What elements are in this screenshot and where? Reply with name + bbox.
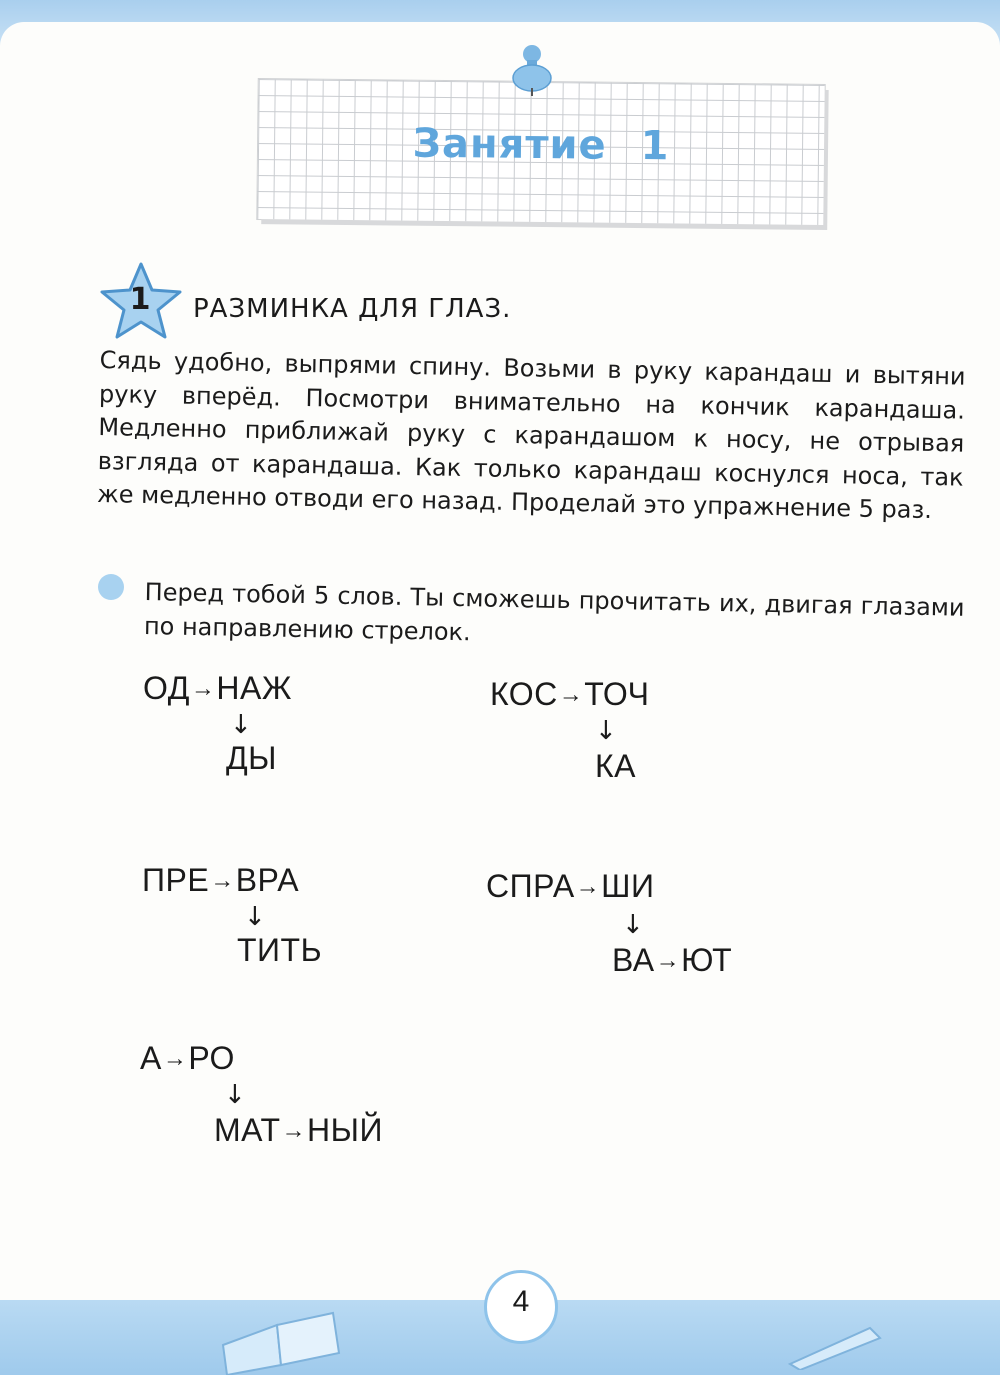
lesson-label: Занятие: [412, 120, 607, 169]
word-3-part-1: ПРЕ: [142, 862, 210, 898]
bullet-dot-icon: [98, 574, 124, 600]
word-1-part-3: ДЫ: [226, 740, 277, 776]
down-arrow-icon: ↓: [595, 716, 617, 746]
word-2-part-1: КОС: [490, 676, 558, 712]
word-4-part-1: СПРА: [486, 868, 575, 904]
right-arrow-icon: →: [558, 681, 584, 708]
word-5-line-1: [140, 1040, 235, 1077]
down-arrow-icon: ↓: [224, 1080, 246, 1110]
book-icon: [215, 1305, 345, 1375]
word-1-part-1: ОД: [143, 670, 190, 706]
down-arrow-icon: ↓: [230, 710, 252, 740]
pushpin-icon: [510, 44, 554, 96]
right-arrow-icon: →: [575, 873, 601, 900]
word-3-part-3: ТИТЬ: [237, 932, 323, 968]
right-arrow-icon: →: [162, 1045, 188, 1072]
exercise-heading: РАЗМИНКА ДЛЯ ГЛАЗ.: [193, 294, 512, 324]
word-3-line-1: [142, 862, 299, 899]
word-1-line-1: [143, 670, 292, 707]
word-4-line-2: [612, 942, 732, 979]
word-5-part-1: А: [140, 1040, 162, 1076]
word-4-part-4: ЮТ: [681, 942, 733, 978]
right-arrow-icon: →: [655, 947, 681, 974]
word-1-part-2: НАЖ: [216, 670, 292, 706]
word-2-line-1: [490, 676, 649, 713]
right-arrow-icon: →: [281, 1117, 307, 1144]
word-5-line-2: [214, 1112, 383, 1149]
pencil-icon: [780, 1320, 890, 1370]
lesson-title: [258, 119, 824, 171]
word-5-part-3: МАТ: [214, 1112, 281, 1148]
instruction-text: Перед тобой 5 слов. Ты сможешь прочитать их, двигая глазами по направлению стрелок.: [143, 577, 965, 647]
down-arrow-icon: ↓: [622, 910, 644, 940]
word-5-part-4: НЫЙ: [307, 1112, 383, 1148]
lesson-number: 1: [640, 123, 670, 170]
word-5-part-2: РО: [188, 1040, 235, 1076]
lesson-title-card: [257, 79, 824, 225]
exercise-paragraph: Сядь удобно, выпрями спину. Возьми в руку карандаш и вытяни руку вперёд. Посмотри внимательно на кончик карандаша. Медленно приближай руку с карандашом к носу, не отрывая взгляда от карандаша. Как только карандаш коснулся носа, так же медленно отводи его назад. Проделай это упражнение 5 раз.: [96, 345, 966, 524]
exercise-number: 1: [129, 282, 151, 317]
word-4-part-2: ШИ: [601, 868, 655, 904]
page-number: 4: [512, 1285, 530, 1318]
word-2-part-2: ТОЧ: [584, 676, 650, 712]
down-arrow-icon: ↓: [244, 902, 266, 932]
right-arrow-icon: →: [190, 675, 216, 702]
word-4-line-1: [486, 868, 654, 905]
word-3-part-2: ВРА: [235, 862, 300, 898]
word-2-part-3: КА: [595, 748, 636, 784]
word-4-part-3: ВА: [612, 942, 655, 978]
right-arrow-icon: →: [210, 867, 235, 894]
